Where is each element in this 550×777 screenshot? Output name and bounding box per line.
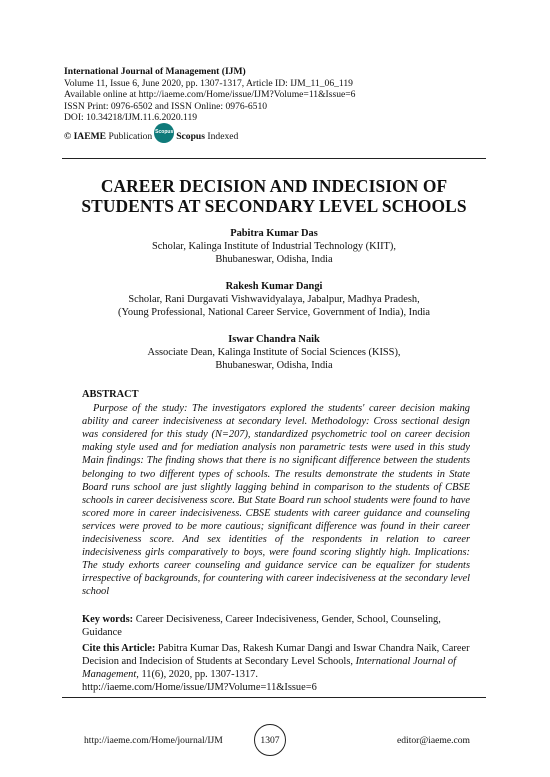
title-line-2: STUDENTS AT SECONDARY LEVEL SCHOOLS [81, 196, 467, 216]
scopus-logo-icon: Scopus [154, 123, 174, 143]
publication-text: Publication [108, 131, 153, 143]
journal-header [64, 66, 504, 147]
paper-title [62, 176, 486, 216]
author-affiliation: Bhubaneswar, Odisha, India [215, 254, 333, 265]
citation-volume-pages: 11(6), 2020, pp. 1307-1317. [141, 669, 258, 681]
indexed-word: Indexed [207, 131, 239, 143]
scopus-word: Scopus [176, 131, 205, 143]
keywords-label: Key words: [82, 614, 134, 625]
citation-text: Pabitra Kumar Das, Rakesh Kumar Dangi and Iswar Chandra Naik, Career Decision and Indecision of Students at Secondary Level Schools, [82, 643, 470, 668]
author-affiliation: Associate Dean, Kalinga Institute of Social Sciences (KISS), [147, 347, 401, 358]
citation-label: Cite this Article: [82, 643, 156, 654]
author-name: Rakesh Kumar Dangi [225, 281, 323, 292]
footer-journal-link[interactable]: http://iaeme.com/Home/journal/IJM [84, 735, 223, 746]
citation-journal: International Journal of Management, [82, 656, 457, 681]
author-affiliation: Bhubaneswar, Odisha, India [215, 360, 333, 371]
publisher-line [64, 127, 504, 147]
page-number: 1307 [254, 724, 286, 756]
citation-url[interactable]: http://iaeme.com/Home/issue/IJM?Volume=11&Issue=6 [82, 682, 317, 694]
author-block [62, 227, 486, 266]
copyright-text: © IAEME [64, 131, 107, 143]
available-online-line: Available online at http://iaeme.com/Home/issue/IJM?Volume=11&Issue=6 [64, 89, 356, 101]
footer-divider [62, 697, 486, 698]
author-affiliation: Scholar, Rani Durgavati Vishwavidyalaya, Jabalpur, Madhya Pradesh, [128, 294, 420, 305]
issn-line: ISSN Print: 0976-6502 and ISSN Online: 0976-6510 [64, 100, 268, 112]
doi-line: DOI: 10.34218/IJM.11.6.2020.119 [64, 112, 198, 124]
abstract-heading: ABSTRACT [82, 389, 139, 400]
keywords-section [82, 613, 470, 639]
abstract-section [82, 388, 470, 599]
author-affiliation: Scholar, Kalinga Institute of Industrial Technology (KIIT), [152, 241, 396, 252]
author-name: Iswar Chandra Naik [228, 334, 320, 345]
abstract-body: Purpose of the study: The investigators explored the students' career decision making ability and career indecisiveness at secondary level. Methodology: Cross sectional design was considered for this study (N=207), standardized psychometric tool on career decision making style used and for mediation analysis non parametric tests were used in this study Main findings: The finding shows that there is no significant difference between the students belonging to two different types of schools. The results demonstrate the students in State Board runs school are just slightly lagging behind in comparison to the students of CBSE schools in career decisiveness score. But State Board run school students were found to have scored more in career indecisiveness. CBSE students with career guidance and counseling services were proved to be more cautious; significant difference was found in their career indecisiveness score. And sex identities of the respondents in relation to career indecisiveness girls comparatively to boys, were found scoring slightly high. Implications: The study exhorts career counseling and guidance service can be equalizer for students irrespective of backgrounds, for countering with career indecisiveness at the secondary level school [82, 403, 470, 598]
issue-line: Volume 11, Issue 6, June 2020, pp. 1307-1317, Article ID: IJM_11_06_119 [64, 77, 353, 89]
keywords-text: Career Decisiveness, Career Indecisiveness, Gender, School, Counseling, Guidance [82, 614, 441, 639]
author-block [62, 333, 486, 372]
scopus-indexed-text [176, 131, 238, 143]
title-line-1: CAREER DECISION AND INDECISION OF [100, 176, 448, 196]
page-footer [62, 733, 486, 753]
author-block [62, 280, 486, 319]
citation-section [82, 642, 470, 694]
author-affiliation: (Young Professional, National Career Service, Government of India), India [117, 307, 431, 318]
journal-name: International Journal of Management (IJM) [64, 66, 246, 77]
footer-email-link[interactable]: editor@iaeme.com [396, 735, 470, 746]
author-name: Pabitra Kumar Das [230, 228, 318, 239]
header-divider [62, 158, 486, 159]
